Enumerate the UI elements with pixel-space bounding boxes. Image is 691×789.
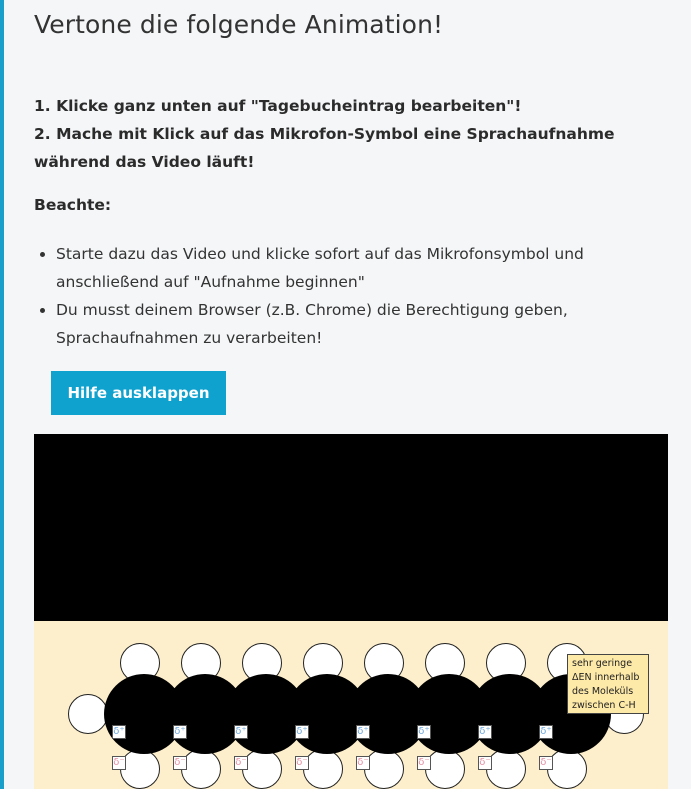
hydrogen-atom	[68, 694, 108, 734]
note-heading: Beachte:	[34, 196, 112, 214]
hydrogen-atom	[181, 749, 221, 789]
partial-charge-negative: δ⁻	[296, 757, 308, 768]
step-2: 2. Mache mit Klick auf das Mikrofon-Symbol eine Sprachaufnahme während das Video läuft!	[34, 125, 615, 171]
hydrogen-atom	[120, 749, 160, 789]
help-expand-button[interactable]: Hilfe ausklappen	[51, 371, 226, 415]
hydrogen-atom	[303, 749, 343, 789]
partial-charge-positive: δ⁺	[357, 726, 369, 737]
partial-charge-negative: δ⁻	[174, 757, 186, 768]
note-item: • Starte dazu das Video und klicke sofort auf das Mikrofonsymbol und anschließend auf "Aufnahme beginnen"	[56, 240, 666, 296]
hydrogen-atom	[242, 749, 282, 789]
left-accent-bar	[0, 0, 4, 789]
hydrogen-atom	[425, 749, 465, 789]
animation-frame	[34, 621, 668, 789]
instruction-steps	[34, 92, 674, 176]
partial-charge-negative: δ⁻	[418, 757, 430, 768]
step-1: 1. Klicke ganz unten auf "Tagebucheintrag bearbeiten"!	[34, 97, 522, 115]
video-player[interactable]	[34, 434, 668, 789]
partial-charge-negative: δ⁻	[113, 757, 125, 768]
note-list	[34, 240, 666, 352]
partial-charge-negative: δ⁻	[235, 757, 247, 768]
page-title: Vertone die folgende Animation!	[34, 10, 444, 39]
hydrogen-atom	[547, 749, 587, 789]
hydrogen-atom	[364, 749, 404, 789]
partial-charge-positive: δ⁺	[174, 726, 186, 737]
partial-charge-positive: δ⁺	[235, 726, 247, 737]
partial-charge-negative: δ⁻	[357, 757, 369, 768]
partial-charge-positive: δ⁺	[479, 726, 491, 737]
partial-charge-positive: δ⁺	[113, 726, 125, 737]
partial-charge-positive: δ⁺	[296, 726, 308, 737]
annotation-line: sehr geringe	[572, 658, 633, 669]
annotation-line: ΔEN innerhalb	[572, 672, 640, 683]
partial-charge-negative: δ⁻	[479, 757, 491, 768]
annotation-line: zwischen C-H	[572, 700, 636, 711]
partial-charge-positive: δ⁺	[540, 726, 552, 737]
annotation-line: des Moleküls	[572, 686, 634, 697]
partial-charge-positive: δ⁺	[418, 726, 430, 737]
note-item: • Du musst deinem Browser (z.B. Chrome) die Berechtigung geben, Sprachaufnahmen zu verarbeiten!	[56, 296, 666, 352]
annotation-label	[567, 654, 649, 714]
hydrogen-atom	[486, 749, 526, 789]
partial-charge-negative: δ⁻	[540, 757, 552, 768]
